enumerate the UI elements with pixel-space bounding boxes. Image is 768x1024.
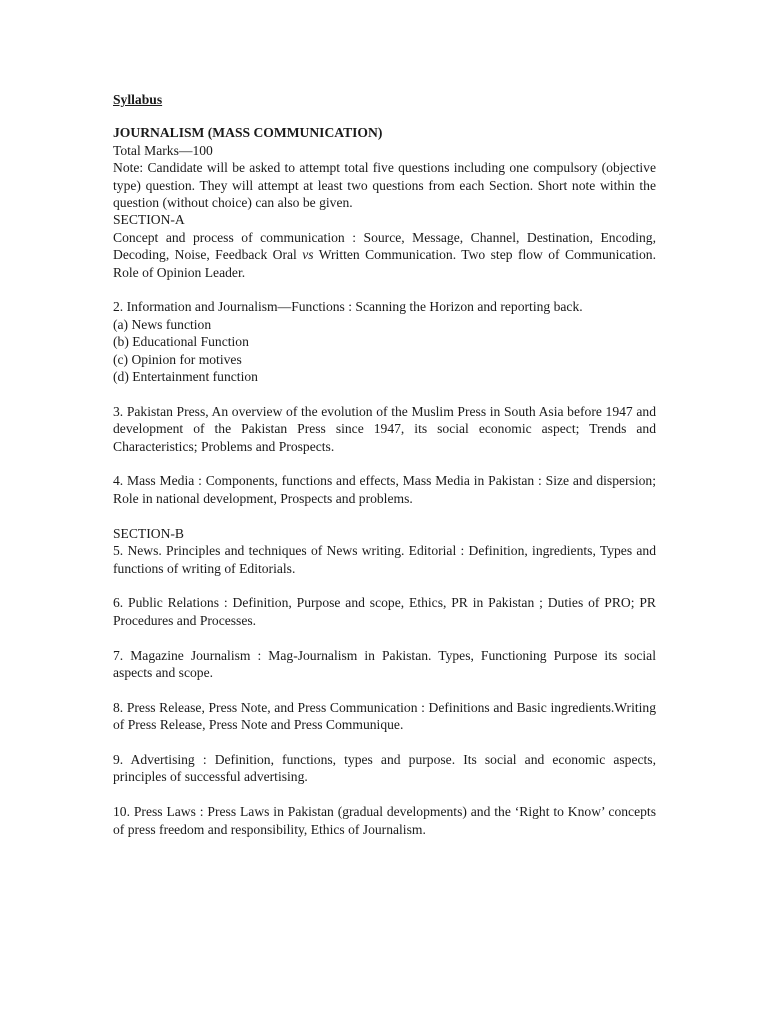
total-marks: Total Marks—100 [113,142,213,158]
item-1-text-start: Concept and process of communication : Source, Message, Channel, Destination, Encoding, Decoding, Noise, Feedback Oral [113,229,656,263]
spacer [113,281,656,298]
note-paragraph: Note: Candidate will be asked to attempt total five questions including one compulsory (objective type) question. They will attempt at least two questions from each Section. Short note within the question (without choice) can also be given. [113,160,656,211]
section-b-heading: SECTION-B [113,525,184,541]
item-1-vs: vs [302,247,314,263]
document-title: Syllabus [113,92,163,107]
spacer [113,577,656,594]
spacer [113,629,656,646]
spacer [113,681,656,698]
item-2-sub-d: (d) Entertainment function [113,369,258,385]
section-a-item-3: 3. Pakistan Press, An overview of the evolution of the Muslim Press in South Asia before 1947 and development of the Pakistan Press since 1947, its social economic aspect; Trends and Characteristics; Problems and Prospects. [113,403,656,454]
spacer [113,507,656,524]
section-a-item-1 [113,229,656,281]
item-1-text-end: Written Communication. Two step flow of Communication. Role of Opinion Leader. [113,247,656,280]
section-a-item-4: 4. Mass Media : Components, functions and effects, Mass Media in Pakistan : Size and dispersion; Role in national development, Prospects and problems. [113,473,656,506]
section-b-item-6: 6. Public Relations : Definition, Purpose and scope, Ethics, PR in Pakistan ; Duties of PRO; PR Procedures and Processes. [113,595,656,628]
section-b-item-5: 5. News. Principles and techniques of News writing. Editorial : Definition, ingredients, Types and functions of writing of Editorials. [113,543,656,576]
section-a-heading: SECTION-A [113,212,185,228]
item-2-sub-a: (a) News function [113,316,212,332]
section-b-item-7: 7. Magazine Journalism : Mag-Journalism in Pakistan. Types, Functioning Purpose its social aspects and scope. [113,647,656,680]
subject-heading: JOURNALISM (MASS COMMUNICATION) [113,125,383,141]
section-b-item-10: 10. Press Laws : Press Laws in Pakistan (gradual developments) and the ‘Right to Know’ concepts of press freedom and responsibility, Ethics of Journalism. [113,804,656,837]
section-b-item-9: 9. Advertising : Definition, functions, types and purpose. Its social and economic aspects, principles of successful advertising. [113,751,656,785]
spacer [113,786,656,803]
section-a-item-2: 2. Information and Journalism—Functions : Scanning the Horizon and reporting back. [113,299,583,315]
spacer [113,108,656,124]
spacer [113,734,656,751]
spacer [113,385,656,402]
item-2-sub-b: (b) Educational Function [113,334,249,350]
spacer [113,455,656,472]
section-b-item-8: 8. Press Release, Press Note, and Press Communication : Definitions and Basic ingredients.Writing of Press Release, Press Note and Press Communique. [113,699,656,733]
document-page [113,91,656,838]
item-2-sub-c: (c) Opinion for motives [113,351,242,367]
